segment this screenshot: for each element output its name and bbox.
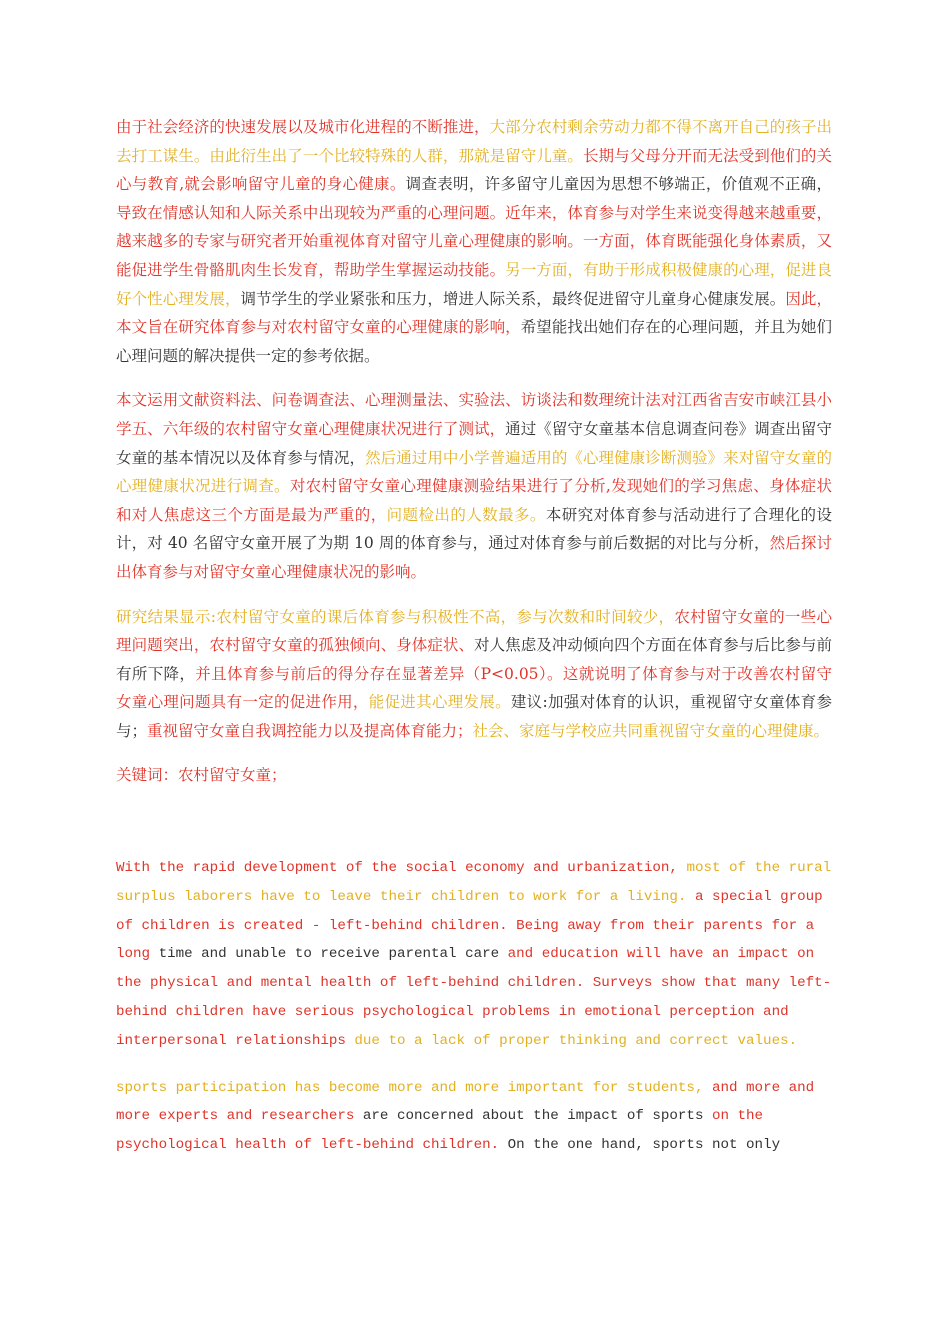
text-segment: a special group of children is created - left-behind children. Being away from their parents for a long [116, 888, 823, 963]
text-segment: 关键词：农村留守女童； [116, 766, 287, 785]
text-segment: 对农村留守女童心理健康测验结果进行了分析,发现她们的学习焦虑、身体症状和对人焦虑这三个方面是最为严重的， [116, 477, 832, 524]
chinese-abstract-paragraph [116, 603, 832, 746]
text-segment: 建议:加强对体育的认识，重视留守女童体育参与； [116, 693, 832, 740]
text-segment: 调节学生的学业紧张和压力，增进人际关系，最终促进留守儿童身心健康发展。 [240, 289, 786, 308]
text-segment: 由于社会经济的快速发展以及城市化进程的不断推进， [116, 118, 490, 136]
text-segment: 另一方面，有助于形成积极健康的心理，促进良好个性心理发展， [116, 260, 832, 308]
text-segment: 然后探讨出体育参与对留守女童心理健康状况的影响。 [116, 534, 832, 581]
english-abstract-paragraph [116, 854, 832, 1056]
text-segment: 研究结果显示:农村留守女童的课后体育参与积极性不高，参与次数和时间较少， [116, 607, 675, 626]
text-segment: 农村留守女童的一些心理问题突出，农村留守女童的孤独倾向、身体症状、 [116, 607, 832, 655]
text-segment: 通过《留守女童基本信息调查问卷》调查出留守女童的基本情况以及体育参与情况， [116, 419, 832, 467]
text-segment: 希望能找出她们存在的心理问题，并且为她们心理问题的解决提供一定的参考依据。 [116, 318, 832, 365]
text-segment: sports participation has become more and more important for students, [116, 1079, 712, 1096]
text-segment: 调查表明，许多留守儿童因为思想不够端正，价值观不正确， [405, 175, 832, 194]
text-segment: on the psychological health of left-behind children. [116, 1108, 764, 1154]
text-segment: On the one hand, sports not only [507, 1137, 781, 1154]
keywords-line [116, 761, 832, 790]
section-gap [116, 790, 832, 854]
text-segment: 重视留守女童自我调控能力以及提高体育能力； [147, 721, 473, 740]
text-segment: 并且体育参与前后的得分存在显著差异（P<0.05）。这就说明了体育参与对于改善农村留守女童心理问题具有一定的促进作用， [116, 664, 832, 712]
text-segment: With the rapid development of the social economy and urbanization, [116, 860, 687, 877]
text-segment: 本文运用文献资料法、问卷调查法、心理测量法、实验法、访谈法和数理统计法对江西省吉安市峡江县小学五、六年级的农村留守女童心理健康状况进行了测试， [116, 391, 832, 438]
text-segment: 大部分农村剩余劳动力都不得不离开自己的孩子出去打工谋生。由此衍生出了一个比较特殊的人群，那就是留守儿童。 [116, 118, 832, 165]
text-segment: 长期与父母分开而无法受到他们的关心与教育,就会影响留守儿童的身心健康。 [116, 146, 832, 194]
text-segment: 因此，本文旨在研究体育参与对农村留守女童的心理健康的影响， [116, 289, 832, 337]
text-segment: and education will have an impact on the physical and mental health of left-behind children. Surveys show that many left-behind children have serious psychological problems in emotional perception and interpersonal relationships [116, 946, 832, 1049]
chinese-abstract-paragraph [116, 386, 832, 586]
chinese-abstract-paragraph [116, 113, 832, 370]
text-segment: 对人焦虑及冲动倾向四个方面在体育参与后比参与前有所下降， [116, 636, 832, 683]
text-segment: 能促进其心理发展。 [368, 693, 511, 712]
english-abstract-paragraph [116, 1074, 832, 1160]
text-segment: 社会、家庭与学校应共同重视留守女童的心理健康。 [472, 721, 830, 740]
text-segment: most of the rural surplus laborers have to leave their children to work for a living. [116, 860, 832, 905]
text-segment: time and unable to receive parental care [158, 946, 508, 963]
text-segment: and more and more experts and researchers [116, 1079, 815, 1125]
text-segment: 导致在情感认知和人际关系中出现较为严重的心理问题。近年来，体育参与对学生来说变得越来越重要，越来越多的专家与研究者开始重视体育对留守儿童心理健康的影响。一方面，体育既能强化身体素质，又能促进学生骨骼肌肉生长发育，帮助学生掌握运动技能。 [116, 203, 832, 279]
text-segment: 然后通过用中小学普遍适用的《心理健康诊断测验》来对留守女童的心理健康状况进行调查。 [116, 448, 832, 496]
text-segment: due to a lack of proper thinking and correct values. [354, 1032, 798, 1049]
text-segment: are concerned about the impact of sports [362, 1108, 712, 1125]
text-segment: 本研究对体育参与活动进行了合理化的设计，对 40 名留守女童开展了为期 10 周的体育参与，通过对体育参与前后数据的对比与分析， [116, 505, 832, 553]
text-segment: 问题检出的人数最多。 [386, 505, 546, 524]
